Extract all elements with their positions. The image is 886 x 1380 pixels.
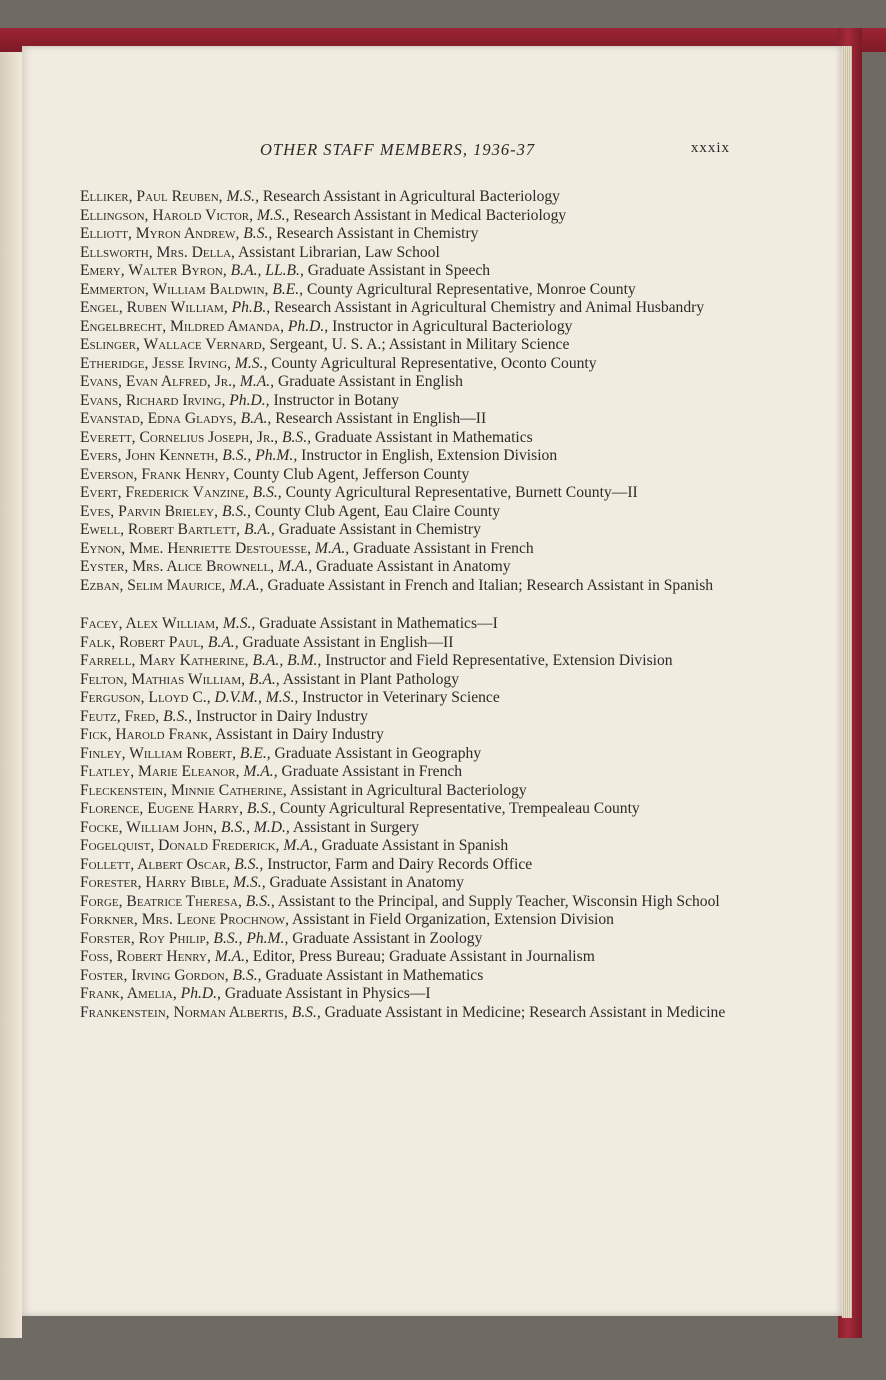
staff-position: Assistant Librarian, Law School — [237, 243, 440, 261]
staff-entry — [80, 540, 730, 559]
staff-name: Evans, Evan Alfred, Jr., — [80, 373, 236, 390]
staff-entry — [80, 893, 730, 912]
staff-name: Finley, William Robert, — [80, 744, 236, 762]
staff-position: Instructor and Field Representative, Extension Division — [325, 652, 673, 669]
staff-position: Research Assistant in Agricultural Chemistry and Animal Husbandry — [274, 299, 705, 316]
staff-name: Florence, Eugene Harry, — [80, 800, 243, 817]
staff-position: Editor, Press Bureau; Graduate Assistant in Journalism — [252, 948, 595, 965]
staff-name: Ellsworth, Mrs. Della, — [80, 243, 235, 261]
staff-name: Everson, Frank Henry, — [80, 465, 230, 483]
staff-entry — [80, 782, 730, 801]
staff-degree: B.A., — [207, 633, 239, 651]
staff-degree: M.A., — [239, 373, 275, 390]
staff-entry — [80, 930, 730, 949]
staff-entry — [80, 708, 730, 727]
staff-entry — [80, 652, 730, 671]
staff-degree: M.S., — [256, 206, 290, 224]
staff-entry — [80, 484, 730, 503]
staff-position: Instructor in Dairy Industry — [196, 707, 368, 725]
staff-entry — [80, 615, 730, 634]
previous-page-edge — [0, 40, 22, 1338]
staff-degree: B.E., — [239, 744, 271, 762]
staff-entry — [80, 745, 730, 764]
staff-name: Flatley, Marie Eleanor, — [80, 763, 240, 780]
staff-degree: M.A., — [314, 539, 350, 557]
staff-name: Engelbrecht, Mildred Amanda, — [80, 317, 284, 335]
staff-name: Fleckenstein, Minnie Catherine, — [80, 781, 287, 799]
staff-entry — [80, 281, 730, 300]
staff-degree: B.A., — [248, 670, 280, 688]
staff-position: Graduate Assistant in Mathematics—I — [259, 615, 498, 632]
staff-name: Fogelquist, Donald Frederick, — [80, 837, 280, 854]
staff-entry — [80, 447, 730, 466]
staff-name: Eslinger, Wallace Vernard, — [80, 336, 266, 353]
staff-entry — [80, 429, 730, 448]
staff-entry — [80, 967, 730, 986]
staff-position: Graduate Assistant in English — [277, 373, 463, 390]
staff-degree: Ph.D., — [287, 317, 329, 335]
staff-position: Instructor in Veterinary Science — [302, 689, 500, 706]
staff-entry — [80, 985, 730, 1004]
staff-entry — [80, 225, 730, 244]
staff-degree: B.S., — [163, 707, 193, 725]
staff-entry — [80, 763, 730, 782]
staff-degree: B.A., B.M., — [252, 652, 322, 669]
staff-entry — [80, 634, 730, 653]
staff-name: Emery, Walter Byron, — [80, 262, 227, 279]
group-separator — [80, 595, 730, 615]
staff-entry — [80, 503, 730, 522]
staff-position: Graduate Assistant in Geography — [274, 744, 482, 762]
staff-position: Assistant to the Principal, and Supply Teacher, Wisconsin High School — [277, 892, 720, 910]
staff-name: Frankenstein, Norman Albertis, — [80, 1003, 288, 1021]
staff-name: Elliker, Paul Reuben, — [80, 188, 223, 205]
staff-entry — [80, 373, 730, 392]
staff-degree: B.S., — [221, 502, 251, 520]
staff-entry — [80, 355, 730, 374]
staff-degree: B.S., M.D., — [220, 818, 290, 836]
staff-degree: M.S., — [234, 354, 268, 372]
staff-entry — [80, 911, 730, 930]
staff-entry — [80, 410, 730, 429]
staff-degree: B.S., — [243, 225, 273, 242]
staff-position: County Agricultural Representative, Oconto County — [271, 354, 597, 372]
staff-entry — [80, 336, 730, 355]
staff-position: Research Assistant in English—II — [275, 410, 487, 427]
staff-degree: Ph.D., — [229, 391, 270, 409]
staff-name: Farrell, Mary Katherine, — [80, 652, 249, 669]
staff-entry — [80, 577, 730, 596]
staff-degree: B.S., Ph.M., — [222, 447, 298, 464]
staff-name: Foss, Robert Henry, — [80, 948, 211, 965]
staff-degree: B.S., Ph.M., — [213, 929, 289, 947]
staff-position: County Agricultural Representative, Monroe County — [306, 280, 636, 298]
staff-entry — [80, 726, 730, 745]
staff-position: County Agricultural Representative, Burnett County—II — [285, 484, 638, 501]
staff-entry — [80, 244, 730, 263]
staff-position: Graduate Assistant in English—II — [242, 633, 454, 651]
staff-position: Graduate Assistant in Spanish — [321, 837, 509, 854]
staff-position: Research Assistant in Agricultural Bacteriology — [262, 188, 560, 205]
staff-position: Research Assistant in Medical Bacteriology — [293, 206, 567, 224]
staff-position: Graduate Assistant in Mathematics — [314, 428, 533, 446]
staff-position: Graduate Assistant in Anatomy — [269, 874, 464, 891]
staff-entry — [80, 800, 730, 819]
staff-degree: M.S., — [233, 874, 266, 891]
staff-degree: M.A., — [277, 558, 313, 575]
staff-degree: B.A., — [240, 410, 272, 427]
staff-entry — [80, 318, 730, 337]
staff-degree: Ph.B., — [231, 299, 271, 316]
staff-entry — [80, 558, 730, 577]
staff-name: Evanstad, Edna Gladys, — [80, 410, 237, 427]
staff-name: Everett, Cornelius Joseph, Jr., — [80, 428, 279, 446]
staff-position: Instructor, Farm and Dairy Records Office — [267, 855, 533, 873]
staff-entry — [80, 521, 730, 540]
staff-entry — [80, 671, 730, 690]
staff-name: Fick, Harold Frank, — [80, 726, 213, 743]
staff-position: Instructor in English, Extension Division — [301, 447, 558, 464]
staff-degree: M.A., — [243, 763, 278, 780]
staff-position: County Club Agent, Eau Claire County — [254, 502, 501, 520]
staff-name: Elliott, Myron Andrew, — [80, 225, 240, 242]
staff-name: Eves, Parvin Brieley, — [80, 502, 219, 520]
staff-position: Sergeant, U. S. A.; Assistant in Military Science — [269, 336, 570, 353]
staff-degree: B.S., — [281, 428, 312, 446]
staff-position: Graduate Assistant in French — [353, 539, 534, 557]
staff-entry — [80, 299, 730, 318]
staff-position: County Club Agent, Jefferson County — [233, 465, 470, 483]
staff-position: Assistant in Dairy Industry — [215, 726, 384, 743]
staff-entry — [80, 948, 730, 967]
staff-name: Focke, William John, — [80, 818, 218, 836]
staff-name: Felton, Mathias William, — [80, 670, 246, 688]
staff-name: Ellingson, Harold Victor, — [80, 206, 254, 224]
staff-list — [80, 188, 730, 1022]
staff-entry — [80, 188, 730, 207]
staff-entry — [80, 837, 730, 856]
staff-entry — [80, 262, 730, 281]
staff-degree: Ph.D., — [180, 985, 221, 1002]
staff-degree: B.S., — [291, 1003, 321, 1021]
staff-name: Evers, John Kenneth, — [80, 447, 219, 464]
page-number: xxxix — [690, 140, 730, 156]
staff-name: Emmerton, William Baldwin, — [80, 280, 269, 298]
staff-position: Graduate Assistant in Physics—I — [224, 985, 431, 1002]
staff-name: Evert, Frederick Vanzine, — [80, 484, 249, 501]
staff-entry — [80, 1004, 730, 1023]
staff-degree: B.S., — [245, 892, 275, 910]
staff-name: Engel, Ruben William, — [80, 299, 228, 316]
staff-position: Assistant in Field Organization, Extension Division — [292, 911, 614, 928]
staff-degree: M.A., — [283, 837, 318, 854]
staff-name: Forster, Roy Philip, — [80, 929, 210, 947]
staff-degree: B.A., LL.B., — [230, 262, 304, 279]
staff-entry — [80, 392, 730, 411]
staff-position: County Agricultural Representative, Trempealeau County — [279, 800, 640, 817]
staff-name: Forge, Beatrice Theresa, — [80, 892, 242, 910]
staff-entry — [80, 874, 730, 893]
staff-degree: B.S., — [246, 800, 276, 817]
staff-entry — [80, 819, 730, 838]
staff-name: Facey, Alex William, — [80, 615, 219, 632]
staff-degree: B.S., — [232, 966, 262, 984]
staff-name: Falk, Robert Paul, — [80, 633, 204, 651]
staff-name: Eyster, Mrs. Alice Brownell, — [80, 558, 275, 575]
staff-entry — [80, 466, 730, 485]
staff-position: Research Assistant in Chemistry — [276, 225, 479, 242]
staff-name: Etheridge, Jesse Irving, — [80, 354, 231, 372]
staff-position: Graduate Assistant in Anatomy — [316, 558, 511, 575]
staff-name: Feutz, Fred, — [80, 707, 160, 725]
staff-entry — [80, 689, 730, 708]
staff-degree: M.S., — [226, 188, 259, 205]
staff-degree: B.A., — [243, 521, 275, 538]
staff-name: Eynon, Mme. Henriette Destouesse, — [80, 539, 312, 557]
page-title: OTHER STAFF MEMBERS, 1936-37 — [260, 140, 536, 159]
staff-entry — [80, 207, 730, 226]
staff-position: Graduate Assistant in French and Italian; Research Assistant in Spanish — [267, 576, 714, 594]
staff-degree: D.V.M., M.S., — [214, 689, 299, 706]
page-stack-edge — [842, 46, 852, 1318]
staff-name: Evans, Richard Irving, — [80, 391, 226, 409]
staff-name: Forester, Harry Bible, — [80, 874, 230, 891]
staff-position: Assistant in Agricultural Bacteriology — [289, 781, 527, 799]
staff-position: Graduate Assistant in Zoology — [292, 929, 483, 947]
staff-degree: M.S., — [222, 615, 256, 632]
staff-degree: B.S., — [234, 855, 264, 873]
staff-position: Graduate Assistant in Chemistry — [278, 521, 481, 538]
staff-name: Foster, Irving Gordon, — [80, 966, 229, 984]
staff-position: Assistant in Plant Pathology — [282, 670, 460, 688]
staff-position: Instructor in Agricultural Bacteriology — [332, 317, 573, 335]
staff-position: Instructor in Botany — [273, 391, 400, 409]
staff-degree: B.S., — [252, 484, 282, 501]
staff-degree: M.A., — [229, 576, 264, 594]
staff-name: Forkner, Mrs. Leone Prochnow, — [80, 911, 289, 928]
staff-name: Ezban, Selim Maurice, — [80, 576, 226, 594]
running-head — [80, 140, 730, 160]
staff-position: Graduate Assistant in Speech — [307, 262, 491, 279]
staff-name: Follett, Albert Oscar, — [80, 855, 231, 873]
staff-name: Frank, Amelia, — [80, 985, 177, 1002]
staff-position: Assistant in Surgery — [292, 818, 420, 836]
staff-position: Graduate Assistant in Medicine; Research Assistant in Medicine — [324, 1003, 726, 1021]
staff-position: Graduate Assistant in Mathematics — [265, 966, 484, 984]
staff-degree: B.E., — [272, 280, 304, 298]
staff-position: Graduate Assistant in French — [281, 763, 463, 780]
staff-name: Ferguson, Lloyd C., — [80, 689, 211, 706]
staff-degree: M.A., — [214, 948, 249, 965]
staff-entry — [80, 856, 730, 875]
staff-name: Ewell, Robert Bartlett, — [80, 521, 241, 538]
